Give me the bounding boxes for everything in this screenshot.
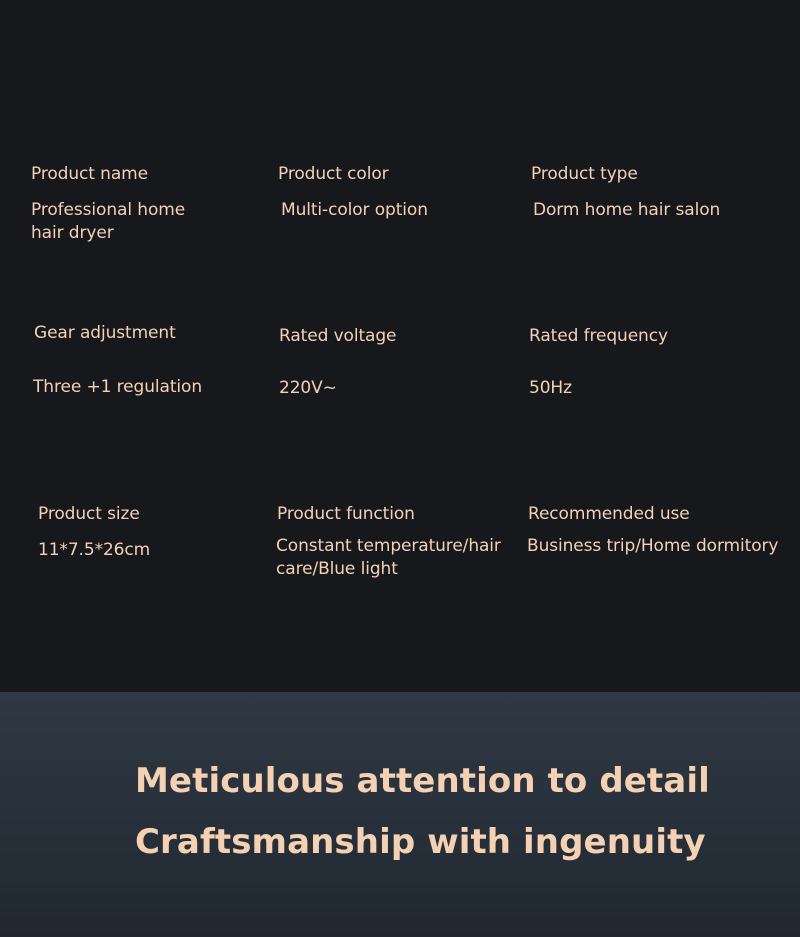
product-size-label: Product size bbox=[38, 504, 140, 524]
recommended-use-value: Business trip/Home dormitory bbox=[527, 536, 779, 556]
product-name-value: Professional home hair dryer bbox=[31, 200, 186, 243]
rated-frequency-value: 50Hz bbox=[529, 378, 572, 398]
rated-frequency-label: Rated frequency bbox=[529, 326, 668, 346]
rated-voltage-label: Rated voltage bbox=[279, 326, 397, 346]
product-type-label: Product type bbox=[531, 164, 638, 184]
recommended-use-label: Recommended use bbox=[528, 504, 690, 524]
product-size-value: 11*7.5*26cm bbox=[38, 540, 151, 560]
detail-banner bbox=[0, 692, 800, 937]
product-color-label: Product color bbox=[278, 164, 389, 184]
product-name-label: Product name bbox=[31, 164, 148, 184]
gear-adjustment-value: Three +1 regulation bbox=[33, 377, 203, 397]
rated-voltage-value: 220V~ bbox=[279, 378, 337, 398]
product-function-label: Product function bbox=[277, 504, 415, 524]
product-function-value: Constant temperature/hair care/Blue light bbox=[276, 536, 501, 579]
product-type-value: Dorm home hair salon bbox=[533, 200, 721, 220]
gear-adjustment-label: Gear adjustment bbox=[34, 323, 176, 343]
headline-line-2: Craftsmanship with ingenuity bbox=[135, 822, 706, 862]
product-color-value: Multi-color option bbox=[281, 200, 428, 220]
headline-line-1: Meticulous attention to detail bbox=[135, 761, 710, 801]
